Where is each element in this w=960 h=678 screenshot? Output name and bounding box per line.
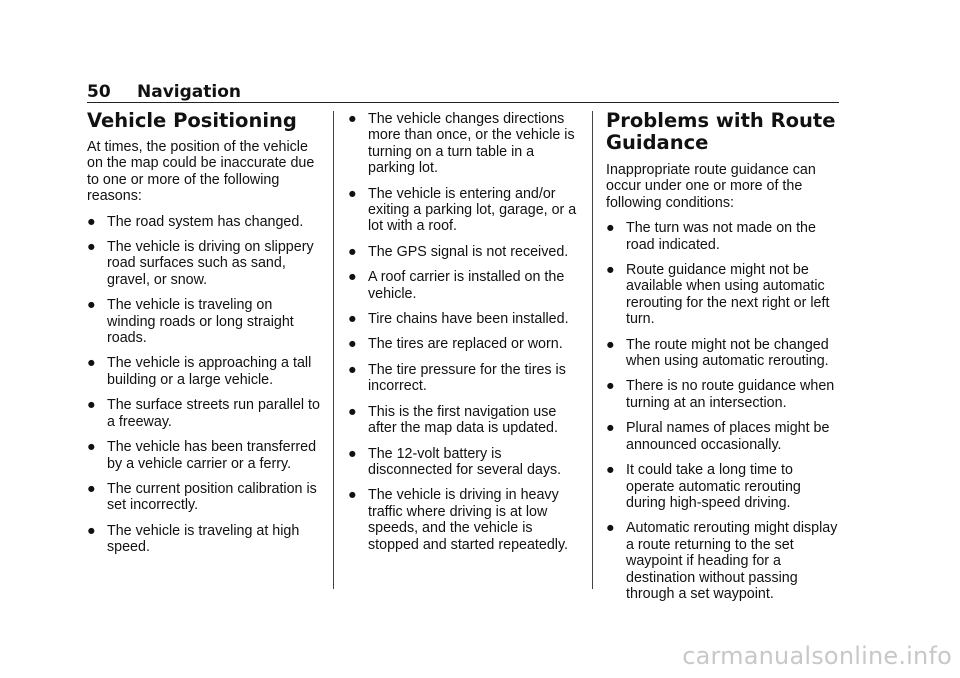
- bullet-icon: ●: [348, 336, 357, 353]
- page-number: 50: [87, 82, 111, 102]
- bullet-icon: ●: [87, 522, 96, 539]
- list-item: ● The vehicle has been transferred by a vehicle carrier or a ferry.: [87, 439, 317, 472]
- bullet-icon: ●: [348, 111, 357, 127]
- list-item: ● Tire chains have been installed.: [348, 311, 569, 328]
- bullet-icon: ●: [606, 520, 615, 537]
- intro-paragraph: At times, the position of the vehicle on the map could be inaccurate due to one or more of the following reasons:: [87, 139, 315, 205]
- list-item: ● A roof carrier is installed on the vehicle.: [348, 269, 565, 302]
- bullet-icon: ●: [606, 378, 615, 395]
- watermark: carmanualsonline.info: [682, 642, 952, 670]
- bullet-icon: ●: [606, 262, 615, 279]
- list-item: ● The vehicle is driving on slippery road surfaces such as sand, gravel, or snow.: [87, 239, 314, 288]
- column-route-guidance: [606, 110, 842, 611]
- list-item: ● The road system has changed.: [87, 213, 304, 230]
- bullet-icon: ●: [606, 336, 615, 353]
- bullet-icon: ●: [606, 420, 615, 437]
- list-item: ● The vehicle is approaching a tall building or a large vehicle.: [87, 355, 312, 388]
- list-item: ● Route guidance might not be available when using automatic rerouting for the next right or left turn.: [606, 262, 830, 328]
- conditions-list: [606, 220, 842, 602]
- bullet-icon: ●: [348, 403, 357, 420]
- reasons-list: [87, 214, 323, 556]
- list-item: ● The vehicle is driving in heavy traffic where driving is at low speeds, and the vehicle is stopped and started repeatedly.: [348, 487, 569, 553]
- column-more-reasons: [348, 111, 580, 562]
- heading-vehicle-positioning: Vehicle Positioning: [87, 109, 297, 132]
- bullet-icon: ●: [348, 311, 357, 328]
- bullet-icon: ●: [87, 397, 96, 414]
- list-item: ● Automatic rerouting might display a route returning to the set waypoint if heading for a destination without passing through a set waypoint.: [606, 520, 838, 602]
- list-item: ● The vehicle is entering and/or exiting a parking lot, garage, or a lot with a roof.: [348, 185, 577, 235]
- bullet-icon: ●: [348, 361, 357, 378]
- list-item: ● The surface streets run parallel to a freeway.: [87, 397, 320, 430]
- list-item: ● The current position calibration is set incorrectly.: [87, 480, 317, 514]
- list-item: ● There is no route guidance when turning at an intersection.: [606, 378, 835, 411]
- intro-paragraph: Inappropriate route guidance can occur under one or more of the following conditions:: [606, 162, 816, 211]
- bullet-icon: ●: [87, 213, 96, 230]
- bullet-icon: ●: [87, 439, 96, 456]
- heading-route-guidance: Problems with Route Guidance: [606, 109, 836, 154]
- bullet-icon: ●: [348, 445, 357, 462]
- bullet-icon: ●: [87, 480, 96, 497]
- list-item: ● The vehicle is traveling at high speed.: [87, 522, 300, 556]
- bullet-icon: ●: [348, 269, 357, 286]
- bullet-icon: ●: [348, 487, 357, 504]
- page-header: [87, 82, 839, 103]
- list-item: ● The GPS signal is not received.: [348, 243, 569, 260]
- bullet-icon: ●: [348, 185, 357, 202]
- list-item: ● The 12-volt battery is disconnected for several days.: [348, 445, 562, 478]
- list-item: ● The tires are replaced or worn.: [348, 336, 563, 353]
- list-item: ● Plural names of places might be announced occasionally.: [606, 420, 830, 453]
- list-item: ● The route might not be changed when using automatic rerouting.: [606, 336, 829, 370]
- list-item: ● It could take a long time to operate automatic rerouting during high-speed driving.: [606, 462, 801, 511]
- bullet-icon: ●: [606, 220, 615, 237]
- reasons-list-continued: [348, 111, 580, 553]
- list-item: ● The tire pressure for the tires is incorrect.: [348, 361, 566, 395]
- section-title: Navigation: [137, 82, 241, 102]
- list-item: ● The vehicle is traveling on winding roads or long straight roads.: [87, 297, 294, 347]
- column-divider: [592, 111, 593, 589]
- bullet-icon: ●: [87, 355, 96, 372]
- bullet-icon: ●: [348, 243, 357, 260]
- bullet-icon: ●: [87, 239, 96, 256]
- bullet-icon: ●: [606, 462, 615, 479]
- column-vehicle-positioning: [87, 110, 323, 565]
- list-item: ● The turn was not made on the road indicated.: [606, 220, 816, 253]
- list-item: ● This is the first navigation use after the map data is updated.: [348, 403, 558, 437]
- bullet-icon: ●: [87, 297, 96, 314]
- list-item: ● The vehicle changes directions more than once, or the vehicle is turning on a turn table in a parking lot.: [348, 111, 575, 177]
- column-divider: [333, 111, 334, 589]
